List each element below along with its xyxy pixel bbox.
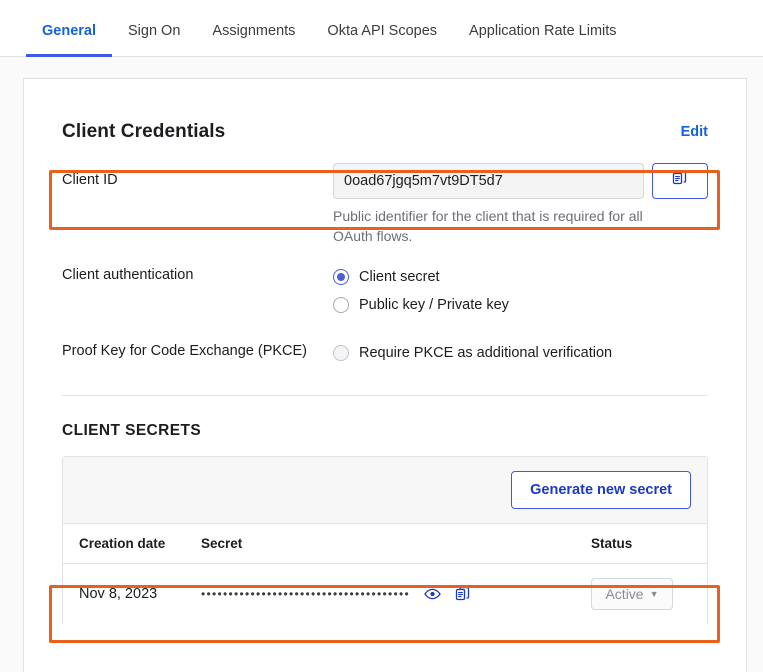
chevron-down-icon: ▼ [649,589,659,599]
client-id-helper-text: Public identifier for the client that is required for all OAuth flows. [333,208,643,244]
client-authentication-row [62,246,708,321]
page-title: Client Credentials [62,121,226,142]
client-secrets-table [62,456,708,624]
pkce-label: Proof Key for Code Exchange (PKCE) [62,343,308,359]
client-id-label: Client ID [62,172,118,188]
client-credentials-header [62,79,708,153]
copy-secret-icon[interactable] [455,586,471,603]
copy-client-id-button[interactable] [652,163,708,199]
client-authentication-label: Client authentication [62,267,194,283]
client-secrets-toolbar [63,457,707,524]
client-id-input[interactable]: 0oad67jgq5m7vt9DT5d7 [333,163,644,199]
tab-general[interactable]: General [26,23,112,57]
radio-client-secret-label: Client secret [359,269,440,285]
copy-icon [672,170,688,192]
pkce-checkbox-label: Require PKCE as additional verification [359,345,613,361]
secret-creation-date: Nov 8, 2023 [79,586,158,602]
eye-icon[interactable] [424,588,441,600]
table-row [63,564,707,624]
generate-new-secret-button[interactable]: Generate new secret [511,471,691,509]
tab-assignments[interactable]: Assignments [212,23,296,39]
status-value: Active [605,586,644,602]
client-credentials-card [23,78,747,672]
pkce-row [62,321,708,369]
pkce-checkbox-icon [333,345,349,361]
radio-public-private-key-icon [333,297,349,313]
radio-public-private-key[interactable] [333,293,708,317]
radio-client-secret[interactable] [333,265,708,289]
radio-public-private-key-label: Public key / Private key [359,297,509,313]
tab-sign-on[interactable]: Sign On [128,23,181,39]
client-secrets-title: CLIENT SECRETS [62,422,202,439]
tab-application-rate-limits[interactable]: Application Rate Limits [469,23,617,39]
column-secret: Secret [201,536,243,551]
tab-okta-api-scopes[interactable]: Okta API Scopes [327,23,438,39]
table-column-headers [63,524,707,564]
column-status: Status [591,536,633,551]
client-id-row [62,153,708,246]
pkce-checkbox-row[interactable] [333,341,708,365]
tab-bar [0,0,763,57]
edit-button[interactable]: Edit [680,124,708,140]
secret-masked-value: •••••••••••••••••••••••••••••••••••••• [201,587,411,601]
status-dropdown[interactable] [591,578,673,610]
radio-client-secret-icon [333,269,349,285]
column-creation-date: Creation date [79,536,166,551]
